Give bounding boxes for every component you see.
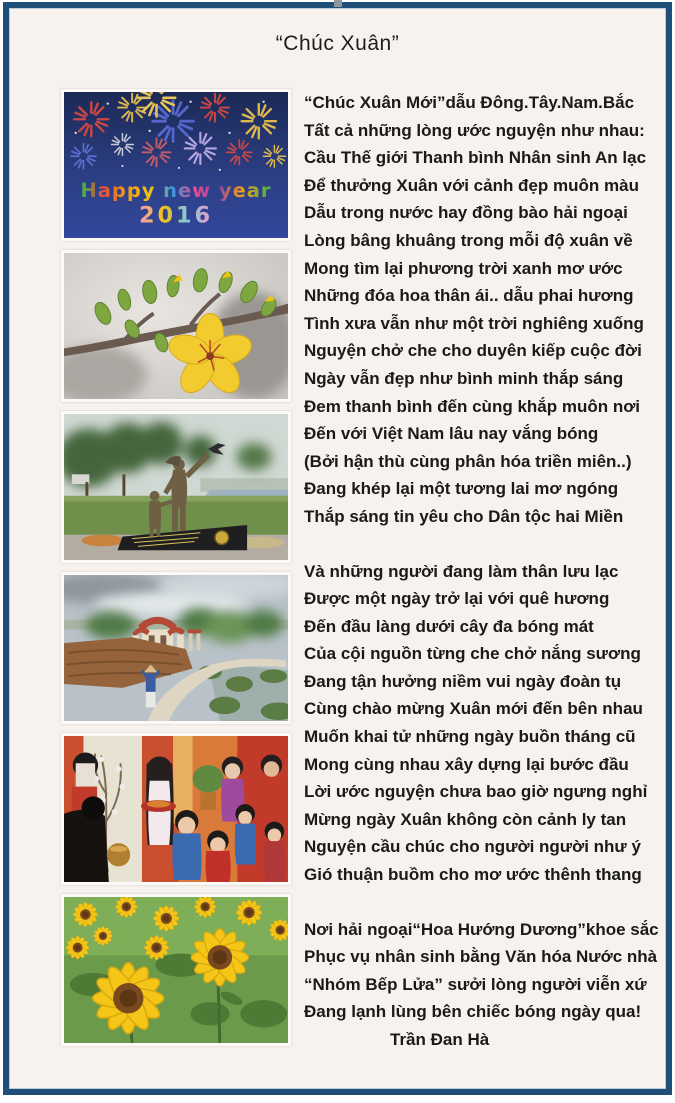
poem-line: Dẫu trong nước hay đồng bào hải ngoại — [304, 203, 628, 223]
poem-line: Muốn khai tử những ngày buồn tháng cũ — [304, 727, 636, 747]
poem-line: Phục vụ nhân sinh bằng Văn hóa Nước nhà — [304, 947, 658, 967]
page-title: “Chúc Xuân” — [275, 32, 400, 55]
poem-line: Để thưởng Xuân với cảnh đẹp muôn màu — [304, 175, 639, 195]
poem-signature: Trần Đan Hà — [390, 1030, 490, 1049]
poem-line: Nguyện chở che cho duyên kiếp cuộc đời — [304, 341, 642, 361]
poem-line: Đến với Việt Nam lâu nay vắng bóng — [304, 424, 599, 444]
selection-handle[interactable] — [334, 0, 342, 7]
year-2016-text: 2016 — [139, 202, 213, 229]
peace-statue-image[interactable] — [61, 411, 291, 563]
sunflower-field-image[interactable] — [61, 894, 291, 1046]
tet-family-image[interactable] — [61, 733, 291, 885]
sunflower-field-svg — [64, 897, 288, 1043]
poem-line: Ngày vẫn đẹp như bình minh thắp sáng — [304, 368, 624, 388]
poem-line: Mong cùng nhau xây dựng lại bước đầu — [304, 754, 629, 774]
poem-line: Đang tận hưởng niềm vui ngày đoàn tụ — [304, 671, 622, 691]
poem-line: Đang khép lại một tương lai mơ ngóng — [304, 479, 619, 499]
poem-line: Cùng chào mừng Xuân mới đến bên nhau — [304, 699, 643, 719]
poem-column — [291, 89, 666, 1055]
poem-line: Của cội nguồn từng che chở nắng sương — [304, 644, 641, 664]
poem-line: Tất cả những lòng ước nguyện như nhau: — [304, 120, 645, 140]
poem-line: Cầu Thế giới Thanh bình Nhân sinh An lạc — [304, 148, 647, 168]
poem-line: Mừng ngày Xuân không còn cảnh ly tan — [304, 809, 627, 829]
poem-line: Được một ngày trở lại với quê hương — [304, 589, 610, 609]
poem-stanza-1 — [304, 89, 660, 531]
fireworks-new-year-image[interactable] — [61, 89, 291, 241]
tet-family-svg — [64, 736, 288, 882]
poem-stanza-2 — [304, 558, 660, 889]
poem-line: “Nhóm Bếp Lửa” sưởi lòng người viễn xứ — [304, 974, 647, 994]
images-column — [61, 89, 291, 1055]
poem-line: Mong tìm lại phương trời xanh mơ ước — [304, 258, 623, 278]
peace-statue-svg — [64, 414, 288, 560]
document-page-frame — [3, 2, 672, 1095]
poem-line: Gió thuận buồm cho mơ ước thênh thang — [304, 865, 642, 885]
poem-line: “Chúc Xuân Mới”dẫu Đông.Tây.Nam.Bắc — [304, 93, 635, 112]
poem-line: Lời ước nguyện chưa bao giờ ngưng nghỉ — [304, 782, 648, 802]
fireworks-svg — [64, 92, 288, 238]
poem-line: Lòng bâng khuâng trong mỗi độ xuân về — [304, 230, 633, 250]
poem-line: (Bởi hận thù cùng phân hóa triền miên..) — [304, 451, 632, 471]
poem-line: Nguyện cầu chúc cho người người như ý — [304, 837, 641, 857]
poem-line: Và những người đang làm thân lưu lạc — [304, 561, 619, 581]
poem-line: Thắp sáng tin yêu cho Dân tộc hai Miền — [304, 506, 624, 526]
poem-line: Nơi hải ngoại“Hoa Hướng Dương”khoe sắc — [304, 919, 659, 939]
village-temple-image[interactable] — [61, 572, 291, 724]
poem-line: Đem thanh bình đến cùng khắp muôn nơi — [304, 396, 641, 416]
poem-line: Đang lạnh lùng bên chiếc bóng ngày qua! — [304, 1002, 642, 1022]
poem-stanza-3 — [304, 916, 660, 1026]
apricot-blossom-image[interactable] — [61, 250, 291, 402]
village-temple-svg — [64, 575, 288, 721]
poem-line: Những đóa hoa thân ái.. dẫu phai hương — [304, 286, 634, 306]
poem-line: Đến đầu làng dưới cây đa bóng mát — [304, 616, 594, 636]
apricot-blossom-svg — [64, 253, 288, 399]
page-content — [9, 89, 666, 1055]
happy-new-year-text: Happy new year — [80, 179, 272, 203]
poem-line: Tình xưa vẫn như một trời nghiêng xuống — [304, 313, 644, 333]
